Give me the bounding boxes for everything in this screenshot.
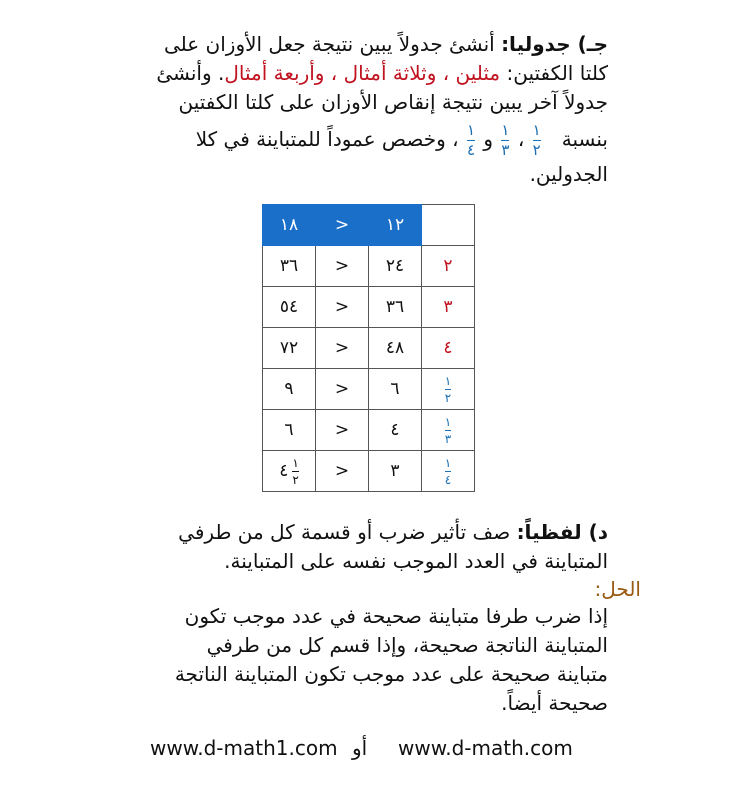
table-row [263,246,475,287]
cell-factor: ١ ٣ [422,410,475,451]
part-c-line3 [48,88,608,117]
solution-label: الحل: [594,577,641,601]
part-c-line5-text: الجدولين. [529,162,608,186]
cell-left: ٦ [263,410,316,451]
table-row [263,410,475,451]
part-c-line1 [88,30,608,59]
part-d-line2-text: المتباينة في العدد الموجب نفسه على المتباينة. [224,549,608,573]
table-row [263,451,475,492]
part-c-line2-start: كلتا الكفتين: [506,61,608,85]
cell-right: ٦ [369,369,422,410]
cell-left: ٩ [263,369,316,410]
cell-right: ٣٦ [369,287,422,328]
cell-right: ٣ [369,451,422,492]
part-c-line4-start: بنسبة [561,127,608,151]
cell-factor: ١ ٤ [422,451,475,492]
cell-right: ٢٤ [369,246,422,287]
cell-right: ٤ [369,410,422,451]
solution-line2: المتباينة الناتجة صحيحة، وإذا قسم كل من طرفي [206,633,608,657]
part-c-line5 [48,160,608,189]
cell-op: > [316,328,369,369]
cell-op: > [316,287,369,328]
footer-site2-link[interactable]: www.d-math.com [398,736,573,760]
header-left: ١٨ [263,205,316,246]
cell-right: ٤٨ [369,328,422,369]
cell-left-mixed: ٤ ١ ٢ [263,451,316,492]
and-separator: و [483,127,494,151]
cell-factor: ٢ [422,246,475,287]
fraction-half: $\frac{١}{٢}$ [532,121,541,159]
cell-op: > [316,451,369,492]
solution-line4: صحيحة أيضاً. [501,691,608,715]
solution-line3: متباينة صحيحة على عدد موجب تكون المتباينة الناتجة [174,662,608,686]
header-right: ١٢ [369,205,422,246]
cell-op: > [316,410,369,451]
header-blank [422,205,475,246]
cell-left: ٧٢ [263,328,316,369]
table-row [263,369,475,410]
part-d-line2 [88,547,608,576]
cell-left: ٥٤ [263,287,316,328]
cell-factor: ٤ [422,328,475,369]
fraction-quarter: $\frac{١}{٤}$ [466,121,476,159]
part-c-line1-text: أنشئ جدولاً يبين نتيجة جعل الأوزان على [163,32,495,56]
part-d-label: د) لفظياً: [516,520,608,544]
fraction-third: $\frac{١}{٣}$ [501,121,510,159]
part-c-line4-end: ، وخصص عموداً للمتباينة في كلا [195,127,459,151]
cell-left: ٣٦ [263,246,316,287]
part-c-line2 [68,59,608,88]
table-header-row [263,205,475,246]
footer-site1-link[interactable]: www.d-math1.com [150,736,338,760]
cell-factor: ٣ [422,287,475,328]
cell-op: > [316,246,369,287]
part-c-line3-text: جدولاً آخر يبين نتيجة إنقاص الأوزان على كلتا الكفتين [178,90,608,114]
header-op: > [316,205,369,246]
part-d-line1 [88,518,608,547]
solution-line1: إذا ضرب طرفا متباينة صحيحة في عدد موجب تكون [184,604,608,628]
table-row [263,328,475,369]
part-c-label: جـ) جدوليا: [501,32,608,56]
cell-factor: ١ ٢ [422,369,475,410]
footer-or: أو [352,736,368,760]
part-c-multiples: مثلين ، وثلاثة أمثال ، وأربعة أمثال [224,61,501,85]
part-c-line2-end: . وأنشئ [156,61,225,85]
table-row [263,287,475,328]
part-c-line4 [48,118,608,160]
inequality-table [262,204,475,492]
comma-separator: ، [517,127,525,151]
cell-op: > [316,369,369,410]
part-d-line1-text: صف تأثير ضرب أو قسمة كل من طرفي [178,520,511,544]
